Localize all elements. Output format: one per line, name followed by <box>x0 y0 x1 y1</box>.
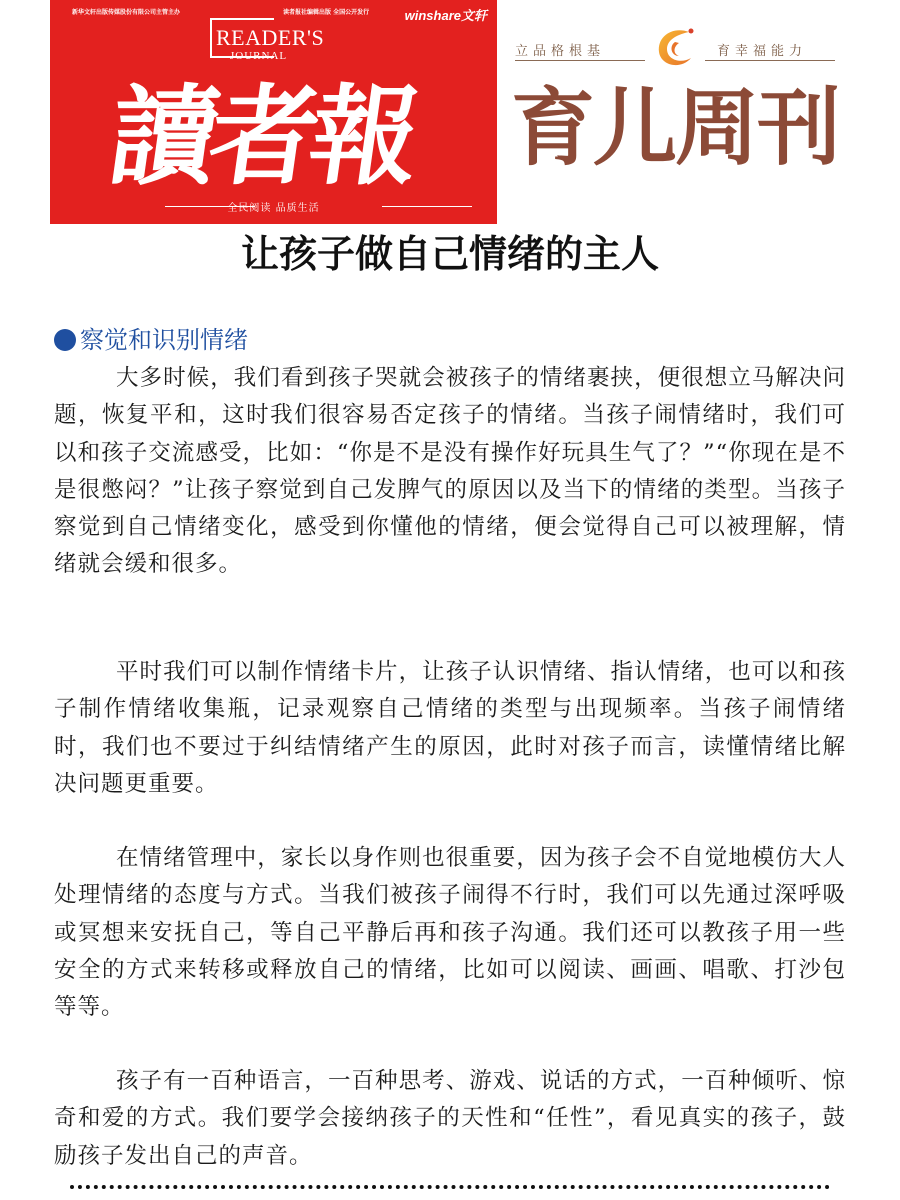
section-heading <box>54 322 248 358</box>
weekly-title: 育儿周刊 <box>511 79 840 177</box>
bottom-dotted-divider <box>70 1185 830 1189</box>
english-subtitle: JOURNAL <box>230 50 288 62</box>
article-title: 让孩子做自己情绪的主人 <box>240 232 659 276</box>
chinese-calligraphy-title: 讀者報 <box>101 74 420 200</box>
english-title: READER'S <box>216 25 325 50</box>
distribution-note: 读者报社编辑出版 全国公开发行 <box>283 9 370 16</box>
tagline-right: 育幸福能力 <box>717 44 808 59</box>
tagline-rule-left <box>515 60 645 61</box>
winshare-logo: winshare文轩 <box>404 8 487 23</box>
section-heading-text: 察觉和识别情绪 <box>80 326 248 354</box>
paragraph-3: 在情绪管理中，家长以身作则也很重要，因为孩子会不自觉地模仿大人处理情绪的态度与方式。当我们被孩子闹得不行时，我们可以先通过深呼吸或冥想来安抚自己，等自己平静后再和孩子沟通。我们还可以教孩子用一些安全的方式来转移或释放自己的情绪，比如可以阅读、画画、唱歌、打沙包等等。 <box>54 845 846 1021</box>
parenting-weekly-header <box>511 18 840 178</box>
masthead-slogan: 全民阅读 品质生活 <box>227 203 320 214</box>
bullet-dot-icon <box>54 329 76 351</box>
tagline-left: 立品格根基 <box>515 44 606 59</box>
paragraph-4: 孩子有一百种语言，一百种思考、游戏、说话的方式，一百种倾听、惊奇和爱的方式。我们要学会接纳孩子的天性和“任性”，看见真实的孩子，鼓励孩子发出自己的声音。 <box>54 1068 846 1169</box>
readers-journal-masthead <box>50 0 497 224</box>
paragraph-1: 大多时候，我们看到孩子哭就会被孩子的情绪裹挟，便很想立马解决问题，恢复平和，这时我们很容易否定孩子的情绪。当孩子闹情绪时，我们可以和孩子交流感受，比如：“你是不是没有操作好玩具生气了？”“你现在是不是很憋闷？”让孩子察觉到自己发脾气的原因以及当下的情绪的类型。当孩子察觉到自己情绪变化，感受到你懂他的情绪，便会觉得自己可以被理解，情绪就会缓和很多。 <box>54 365 846 578</box>
swirl-logo-icon <box>651 22 701 72</box>
tagline-rule-right <box>705 60 835 61</box>
paragraph-2: 平时我们可以制作情绪卡片，让孩子认识情绪、指认情绪，也可以和孩子制作情绪收集瓶，记录观察自己情绪的类型与出现频率。当孩子闹情绪时，我们也不要过于纠结情绪产生的原因，此时对孩子而言，读懂情绪比解决问题更重要。 <box>54 659 846 797</box>
publisher-note: 新华文轩出版传媒股份有限公司主管主办 <box>72 9 181 16</box>
masthead-top-strip <box>68 5 487 23</box>
